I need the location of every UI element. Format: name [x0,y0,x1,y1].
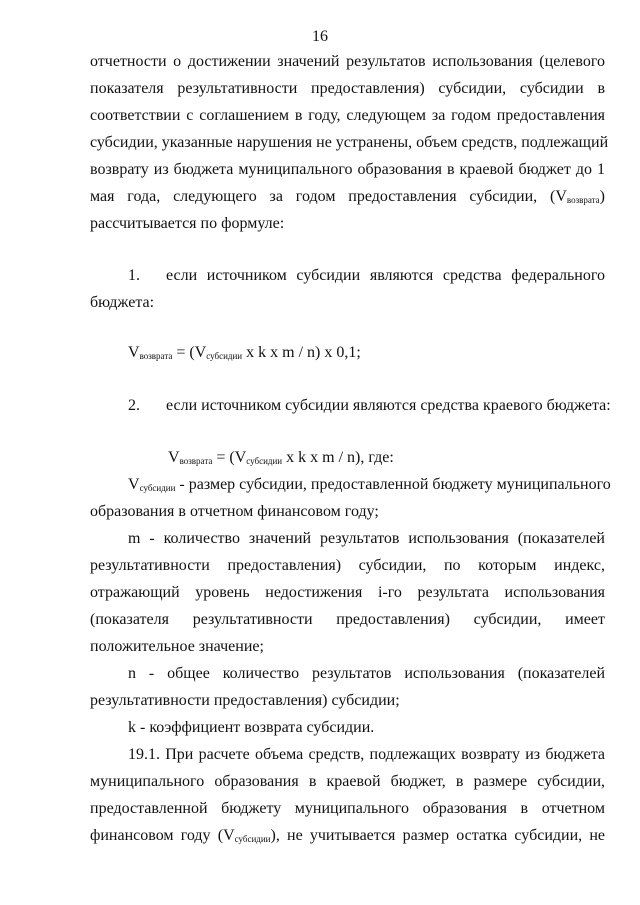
definition-line: отражающий уровень недостижения i-го результата использования [90,584,605,601]
list-number: 2. [128,397,140,414]
formula: $V_{возврата} = (V_{субсидии}$ x k x m / n), где: [168,449,394,466]
definition-line: образования в отчетном финансовом году; [90,503,379,520]
paragraph-line: субсидии, указанные нарушения не устранены, объем средств, подлежащий [90,134,609,151]
definition-line: положительное значение; [90,638,264,655]
list-number: 1. [128,267,140,284]
definition-line: $V_{субсидии}$ - размер субсидии, предоставленной бюджету муниципального [128,476,611,493]
definition-line: (показателя результативности предоставления) субсидии, имеет [90,611,605,628]
paragraph-line: мая года, следующего за годом предоставления субсидии, $(V_{возврата})$ [90,188,605,205]
paragraph-line: муниципального образования в краевой бюджет, в размере субсидии, [90,773,605,790]
definition-line: m - количество значений результатов использования (показателей [128,530,605,547]
paragraph-line: рассчитывается по формуле: [90,215,285,232]
list-item-text: если источником субсидии являются средства краевого бюджета: [166,397,611,414]
paragraph-line: отчетности о достижении значений результатов использования (целевого [90,53,605,70]
list-item-text: бюджета: [90,294,155,311]
definition-line: k - коэффициент возврата субсидии. [128,719,375,736]
definition-line: n - общее количество результатов использования (показателей [128,665,605,682]
paragraph-line: финансовом году $(V_{субсидии})$, не учитывается размер остатка субсидии, не [90,827,606,844]
definition-line: результативности предоставления) субсидии; [90,692,400,709]
paragraph-line: возврату из бюджета муниципального образования в краевой бюджет до 1 [90,161,605,178]
list-item-text: если источником субсидии являются средства федерального [166,267,605,284]
formula: $V_{возврата} = (V_{субсидии}$ x k x m / n) x 0,1; [128,344,361,361]
paragraph-line: предоставленной бюджету муниципального образования в отчетном [90,800,605,817]
paragraph-line: показателя результативности предоставления) субсидии, субсидии в [90,80,605,97]
page-number: 16 [312,28,328,45]
definition-line: результативности предоставления) субсидии, по которым индекс, [90,557,605,574]
paragraph-line: соответствии с соглашением в году, следующем за годом предоставления [90,107,605,124]
paragraph-line: 19.1. При расчете объема средств, подлежащих возврату из бюджета [128,746,605,763]
